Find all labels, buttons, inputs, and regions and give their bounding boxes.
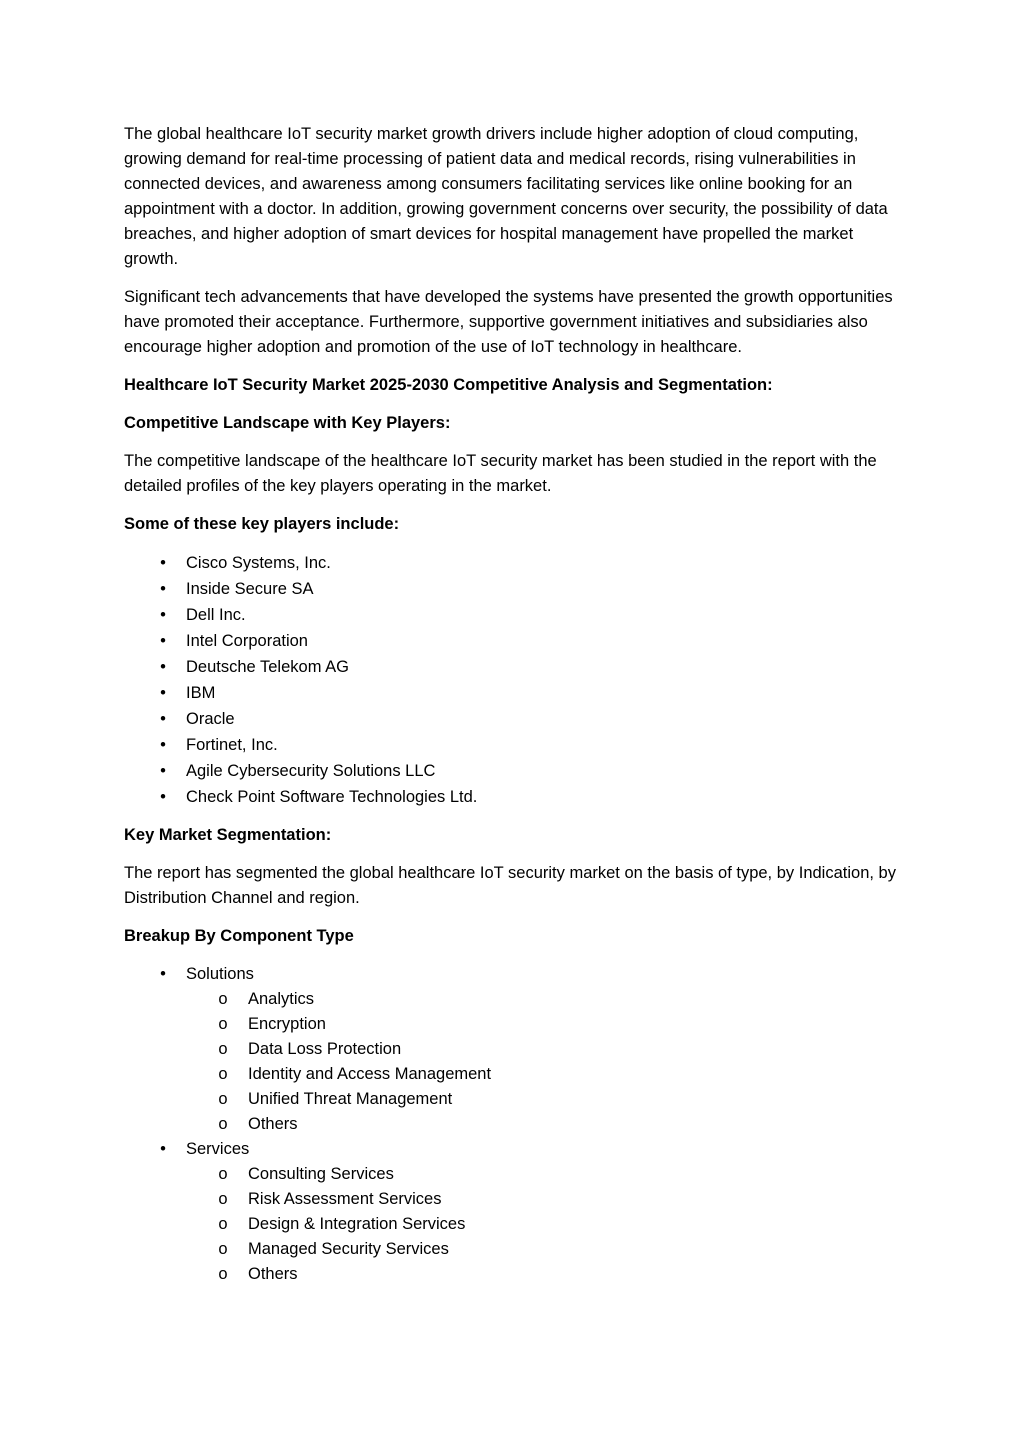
circle-bullet-icon: o xyxy=(218,1015,228,1033)
services-sublist xyxy=(186,1162,903,1287)
bullet-icon: • xyxy=(160,788,166,806)
sublist-item-label: Data Loss Protection xyxy=(248,1040,402,1058)
circle-bullet-icon: o xyxy=(218,1190,228,1208)
list-item xyxy=(124,758,903,784)
player-name: Check Point Software Technologies Ltd. xyxy=(186,788,478,806)
segmentation-heading: Key Market Segmentation: xyxy=(124,826,332,844)
sublist-item xyxy=(186,1087,903,1112)
player-name: Dell Inc. xyxy=(186,606,246,624)
list-item xyxy=(124,654,903,680)
sublist-item-label: Others xyxy=(248,1265,298,1283)
list-item xyxy=(124,680,903,706)
list-item xyxy=(124,784,903,810)
competitive-landscape-heading: Competitive Landscape with Key Players: xyxy=(124,414,451,432)
sublist-item xyxy=(186,1262,903,1287)
sublist-item-label: Design & Integration Services xyxy=(248,1215,466,1233)
list-item xyxy=(124,628,903,654)
key-players-heading: Some of these key players include: xyxy=(124,515,400,533)
circle-bullet-icon: o xyxy=(218,1265,228,1283)
competitive-landscape-paragraph: The competitive landscape of the healthcare IoT security market has been studied in the report with the detailed profiles of the key players operating in the market. xyxy=(124,452,877,495)
bullet-icon: • xyxy=(160,580,166,598)
sublist-item-label: Identity and Access Management xyxy=(248,1065,492,1083)
list-item xyxy=(124,962,903,1137)
sublist-item-label: Others xyxy=(248,1115,298,1133)
segmentation-paragraph: The report has segmented the global healthcare IoT security market on the basis of type, by Indication, by Distribution Channel and region. xyxy=(124,864,896,907)
circle-bullet-icon: o xyxy=(218,1090,228,1108)
sublist-item xyxy=(186,1162,903,1187)
advancements-paragraph: Significant tech advancements that have developed the systems have presented the growth opportunities have promoted their acceptance. Furthermore, supportive government initiatives and subsidiaries also encourage higher adoption and promotion of the use of IoT technology in healthcare. xyxy=(124,288,893,356)
list-item xyxy=(124,576,903,602)
list-item xyxy=(124,732,903,758)
circle-bullet-icon: o xyxy=(218,1215,228,1233)
player-name: Oracle xyxy=(186,710,235,728)
circle-bullet-icon: o xyxy=(218,1165,228,1183)
sublist-item-label: Unified Threat Management xyxy=(248,1090,453,1108)
sublist-item xyxy=(186,1012,903,1037)
bullet-icon: • xyxy=(160,554,166,572)
sublist-item xyxy=(186,1212,903,1237)
sublist-item xyxy=(186,987,903,1012)
circle-bullet-icon: o xyxy=(218,1065,228,1083)
bullet-icon: • xyxy=(160,965,166,983)
bullet-icon: • xyxy=(160,710,166,728)
sublist-item-label: Encryption xyxy=(248,1015,326,1033)
key-players-list xyxy=(124,550,903,810)
component-label: Services xyxy=(186,1140,250,1158)
bullet-icon: • xyxy=(160,632,166,650)
bullet-icon: • xyxy=(160,1140,166,1158)
player-name: Cisco Systems, Inc. xyxy=(186,554,331,572)
sublist-item-label: Managed Security Services xyxy=(248,1240,449,1258)
circle-bullet-icon: o xyxy=(218,1115,228,1133)
bullet-icon: • xyxy=(160,736,166,754)
list-item xyxy=(124,1137,903,1287)
sublist-item xyxy=(186,1187,903,1212)
sublist-item-label: Analytics xyxy=(248,990,315,1008)
sublist-item-label: Consulting Services xyxy=(248,1165,394,1183)
sublist-item-label: Risk Assessment Services xyxy=(248,1190,442,1208)
circle-bullet-icon: o xyxy=(218,1240,228,1258)
circle-bullet-icon: o xyxy=(218,990,228,1008)
bullet-icon: • xyxy=(160,658,166,676)
analysis-heading: Healthcare IoT Security Market 2025-2030 Competitive Analysis and Segmentation: xyxy=(124,376,773,394)
component-type-heading: Breakup By Component Type xyxy=(124,927,354,945)
bullet-icon: • xyxy=(160,684,166,702)
intro-paragraph: The global healthcare IoT security market growth drivers include higher adoption of cloud computing, growing demand for real-time processing of patient data and medical records, rising vulnerabilities in connected devices, and awareness among consumers facilitating services like online booking for an appointment with a doctor. In addition, growing government concerns over security, the possibility of data breaches, and higher adoption of smart devices for hospital management have propelled the market growth. xyxy=(124,125,888,268)
player-name: Inside Secure SA xyxy=(186,580,314,598)
bullet-icon: • xyxy=(160,762,166,780)
player-name: Agile Cybersecurity Solutions LLC xyxy=(186,762,436,780)
component-type-list xyxy=(124,962,903,1287)
player-name: Deutsche Telekom AG xyxy=(186,658,349,676)
list-item xyxy=(124,706,903,732)
sublist-item xyxy=(186,1237,903,1262)
sublist-item xyxy=(186,1112,903,1137)
solutions-sublist xyxy=(186,987,903,1137)
sublist-item xyxy=(186,1037,903,1062)
player-name: IBM xyxy=(186,684,216,702)
list-item xyxy=(124,602,903,628)
circle-bullet-icon: o xyxy=(218,1040,228,1058)
bullet-icon: • xyxy=(160,606,166,624)
sublist-item xyxy=(186,1062,903,1087)
player-name: Fortinet, Inc. xyxy=(186,736,278,754)
player-name: Intel Corporation xyxy=(186,632,308,650)
list-item xyxy=(124,550,903,576)
component-label: Solutions xyxy=(186,965,254,983)
